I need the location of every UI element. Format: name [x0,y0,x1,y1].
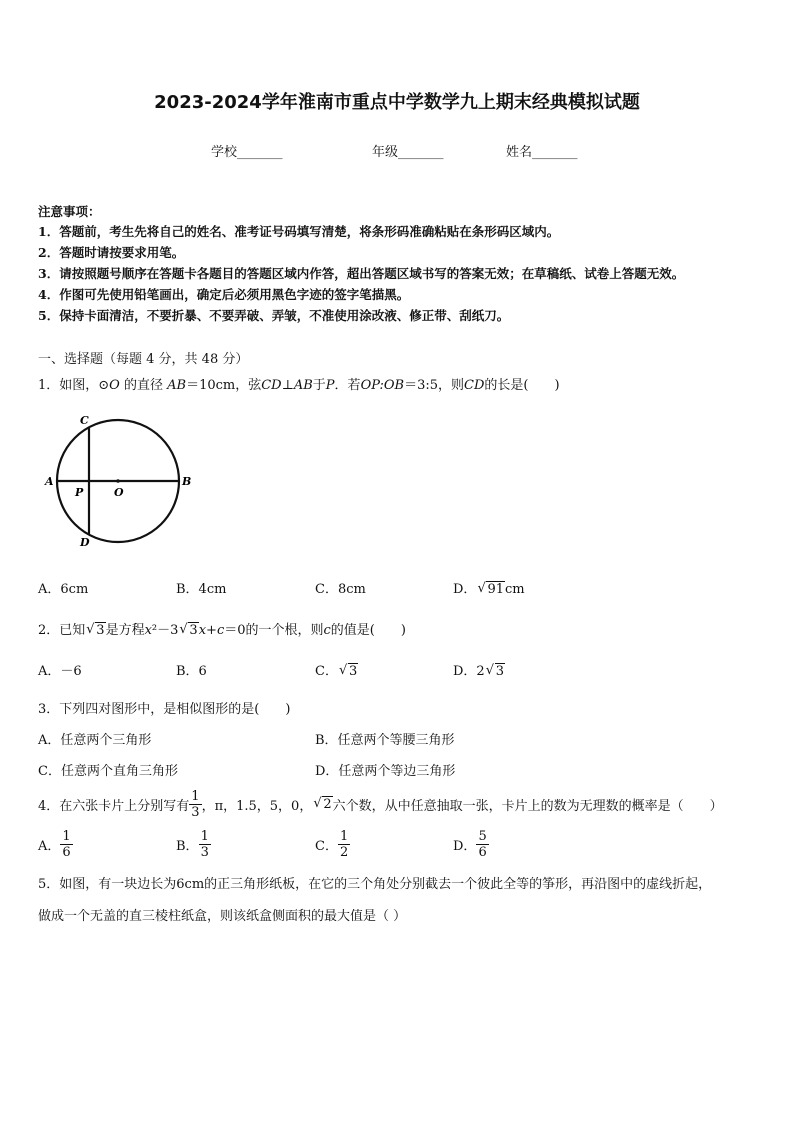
question-2-stem: 2．已知√ 3是方程x²－3√ 3x+c＝0的一个根，则c的值是( ) [38,619,406,638]
q4-option-b: B． $\frac{1}{3}$ [176,828,209,860]
label-a: A [45,475,54,488]
note-item: 1．答题前，考生先将自己的姓名、准考证号码填写清楚，将条形码准确粘贴在条形码区域内。 [38,224,560,239]
fraction: $\frac{1}{6}$ [62,828,71,860]
note-item: 4．作图可先使用铅笔画出，确定后必须用黑色字迹的签字笔描黑。 [38,287,410,302]
note-item: 2．答题时请按要求用笔。 [38,245,185,260]
note-item: 5．保持卡面清洁，不要折暴、不要弄破、弄皱，不准使用涂改液、修正带、刮纸刀。 [38,308,510,323]
sqrt-symbol: √ 3 [86,623,105,638]
notes-heading: 注意事项： [38,204,101,219]
sqrt-symbol: √ 3 [179,623,198,638]
sqrt-symbol: √ 2 [313,797,332,812]
sqrt-symbol: √ 3 [486,664,505,679]
center-point [116,479,120,483]
q1-option-a: A．6cm [38,582,89,597]
fraction: $\frac{1}{3}$ [191,788,200,820]
label-p: P [75,486,84,499]
q2-option-d: D．2√ 3 [453,660,505,679]
label-c: C [80,414,89,427]
q1-option-c: C．8cm [315,582,366,597]
fraction: $\frac{1}{3}$ [200,828,209,860]
q4-option-c: C． $\frac{1}{2}$ [315,828,349,860]
question-4-stem: 4．在六张卡片上分别写有 $\frac{1}{3}$ ，π，1.5，5，0， √ 2 六个数，从中任意抽取一张，卡片上的数为无理数的概率是（ ） [38,786,723,822]
question-3-stem: 3．下列四对图形中，是相似图形的是( ) [38,702,291,717]
section-heading: 一、选择题（每题 4 分，共 48 分） [38,352,249,367]
question-5-stem-line1: 5．如图，有一块边长为6cm的正三角形纸板，在它的三个角处分别截去一个彼此全等的筝形，再沿图中的虚线折起， [38,877,712,892]
label-o: O [114,486,124,499]
q1-option-b: B．4cm [176,582,227,597]
q1-option-d: D．√ 91cm [453,578,525,597]
name-field: 姓名_______ [506,145,578,160]
label-b: B [182,475,192,488]
note-item: 3．请按照题号顺序在答题卡各题目的答题区域内作答，超出答题区域书写的答案无效；在草稿纸、试卷上答题无效。 [38,266,685,281]
q3-option-a: A．任意两个三角形 [38,733,152,748]
school-field: 学校_______ [211,145,283,160]
question-1-stem: 1．如图，⊙O 的直径 AB＝10cm，弦CD⊥AB于P．若OP:OB＝3:5，则CD的长是( ) [38,378,560,393]
q2-option-a: A．－6 [38,664,82,679]
q4-option-a: A． $\frac{1}{6}$ [38,828,71,860]
sqrt-symbol: √ 91 [477,582,505,597]
q3-option-b: B．任意两个等腰三角形 [315,733,455,748]
question-5-stem-line2: 做成一个无盖的直三棱柱纸盒，则该纸盒侧面积的最大值是（ ） [38,909,407,924]
q4-option-d: D． $\frac{5}{6}$ [453,828,487,860]
fraction: $\frac{5}{6}$ [478,828,487,860]
q3-option-c: C．任意两个直角三角形 [38,764,178,779]
grade-field: 年级_______ [372,145,444,160]
q3-option-d: D．任意两个等边三角形 [315,764,456,779]
circle-figure [40,408,200,554]
label-d: D [80,536,90,549]
q2-option-b: B．6 [176,664,207,679]
page-title: 2023-2024学年淮南市重点中学数学九上期末经典模拟试题 [154,92,640,113]
sqrt-symbol: √ 3 [339,664,358,679]
fraction: $\frac{1}{2}$ [339,828,349,860]
q2-option-c: C．√ 3 [315,660,358,679]
